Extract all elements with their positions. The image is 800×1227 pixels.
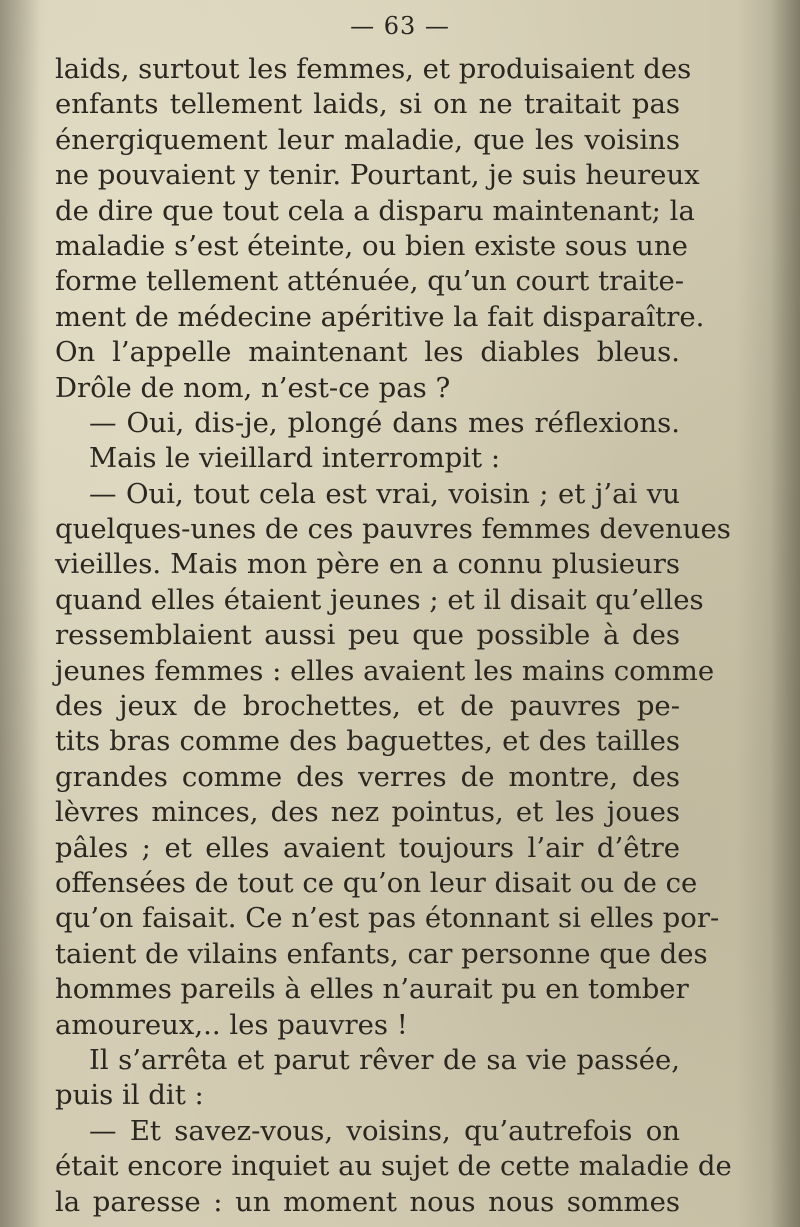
text-line: ne pouvaient y tenir. Pourtant, je suis heureux	[55, 159, 700, 192]
text-line: ment de médecine apéritive la fait disparaître.	[55, 300, 705, 333]
text-line: maladie s’est éteinte, ou bien existe sous une	[55, 229, 688, 262]
text-line: qu’on faisait. Ce n’est pas étonnant si elles por-	[55, 902, 720, 935]
page-edge-shadow-left	[0, 0, 40, 1227]
text-line: — Et savez-vous, voisins, qu’autrefois on	[89, 1114, 680, 1147]
text-line: quelques-unes de ces pauvres femmes devenues	[55, 513, 731, 546]
text-line: — Oui, tout cela est vrai, voisin ; et j’ai vu	[89, 477, 680, 510]
text-line: tits bras comme des baguettes, et des tailles	[55, 725, 680, 758]
text-line: était encore inquiet au sujet de cette maladie de	[55, 1150, 732, 1183]
page-number: — 63 —	[350, 12, 450, 40]
text-line: amoureux,.. les pauvres !	[55, 1008, 408, 1041]
text-line: lèvres minces, des nez pointus, et les joues	[55, 796, 680, 829]
body-text	[55, 52, 732, 1220]
text-line: forme tellement atténuée, qu’un court traite-	[55, 265, 685, 298]
page-edge-shadow-right	[770, 0, 800, 1227]
text-line: jeunes femmes : elles avaient les mains comme	[55, 654, 715, 687]
text-line: Mais le vieillard interrompit :	[89, 442, 501, 475]
text-line: ressemblaient aussi peu que possible à des	[55, 619, 680, 652]
text-line: grandes comme des verres de montre, des	[55, 760, 680, 793]
text-line: laids, surtout les femmes, et produisaient des	[55, 53, 692, 85]
text-line: énergiquement leur maladie, que les voisins	[55, 123, 680, 156]
text-line: — Oui, dis-je, plongé dans mes réflexions.	[89, 406, 680, 439]
text-line: vieilles. Mais mon père en a connu plusieurs	[55, 548, 680, 581]
text-line: taient de vilains enfants, car personne que des	[55, 937, 708, 970]
text-line: quand elles étaient jeunes ; et il disait qu’elles	[55, 583, 704, 616]
text-line: offensées de tout ce qu’on leur disait ou de ce	[55, 866, 698, 899]
text-line: Drôle de nom, n’est-ce pas ?	[55, 371, 451, 404]
text-line: enfants tellement laids, si on ne traitait pas	[55, 88, 680, 121]
text-line: pâles ; et elles avaient toujours l’air d’être	[55, 831, 680, 864]
text-line: de dire que tout cela a disparu maintenant; la	[55, 194, 695, 227]
text-line: Il s’arrêta et parut rêver de sa vie passée,	[89, 1043, 680, 1076]
text-line: On l’appelle maintenant les diables bleus.	[55, 336, 680, 369]
text-line: puis il dit :	[55, 1079, 204, 1112]
text-line: la paresse : un moment nous nous sommes	[55, 1185, 680, 1218]
text-line: hommes pareils à elles n’aurait pu en tomber	[55, 973, 689, 1006]
text-line: des jeux de brochettes, et de pauvres pe-	[55, 690, 680, 723]
